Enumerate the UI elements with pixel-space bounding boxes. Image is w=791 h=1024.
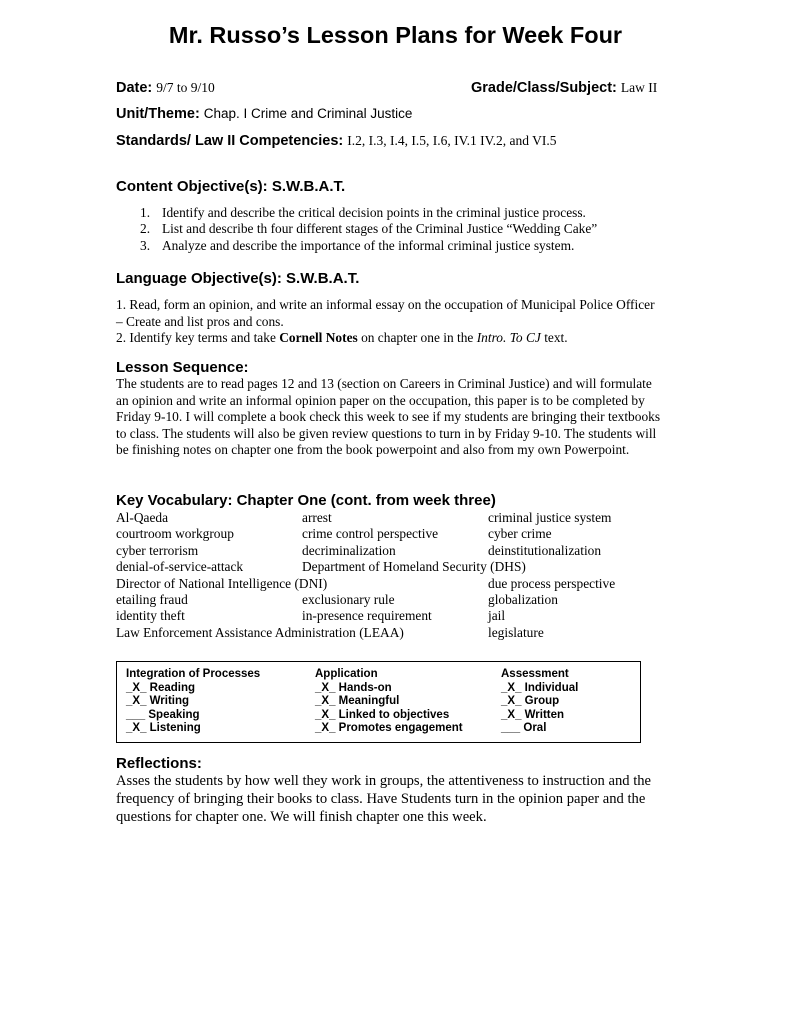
vocab-term: criminal justice system	[488, 510, 612, 525]
reflections-text: Asses the students by how well they work in groups, the attentiveness to instruction and the frequency of bringing their books to class. Have Students turn in the opinion paper and the questions for chapter one. We will finish chapter one this week.	[116, 773, 652, 825]
list-item: _X_ Hands-on	[315, 681, 392, 694]
vocab-term: decriminalization	[302, 542, 396, 558]
vocabulary-heading: Key Vocabulary: Chapter One (cont. from week three)	[116, 492, 496, 509]
language-objective-2: 2. Identify key terms and take Cornell Notes on chapter one in the Intro. To CJ text.	[116, 330, 568, 345]
page-title: Mr. Russo’s Lesson Plans for Week Four	[168, 22, 623, 48]
list-item: _X_ Writing	[126, 695, 190, 708]
list-item: _X_ Individual	[501, 681, 579, 694]
vocab-term: Law Enforcement Assistance Administration (LEAA)	[116, 624, 404, 640]
vocab-term: in-presence requirement	[302, 608, 432, 624]
date-value: 9/7 to 9/10	[156, 80, 215, 95]
application-column	[315, 668, 463, 736]
vocab-term: due process perspective	[488, 575, 616, 591]
vocab-term: legislature	[488, 624, 544, 640]
integration-column	[126, 668, 260, 736]
list-item: 3. Analyze and describe the importance of the informal criminal justice system.	[140, 237, 575, 253]
vocab-term: Al-Qaeda	[116, 510, 169, 525]
vocabulary-table	[116, 510, 676, 642]
list-item: 2. List and describe th four different stages of the Criminal Justice “Wedding Cake”	[140, 221, 598, 237]
list-item: ___ Speaking	[126, 708, 200, 721]
lesson-sequence-heading: Lesson Sequence:	[116, 359, 249, 376]
vocab-term: Director of National Intelligence (DNI)	[116, 575, 328, 591]
vocab-term: courtroom workgroup	[116, 526, 234, 542]
reflections-heading: Reflections:	[116, 755, 202, 772]
list-item: ___ Oral	[501, 722, 547, 735]
content-objectives-list	[140, 205, 597, 254]
assessment-heading: Assessment	[501, 668, 569, 680]
processes-box	[116, 661, 641, 743]
vocab-term: cyber terrorism	[116, 542, 199, 558]
vocab-term: denial-of-service-attack	[116, 559, 244, 575]
assessment-column	[501, 668, 578, 736]
list-item: 1. Identify and describe the critical decision points in the criminal justice process.	[140, 205, 586, 220]
lesson-sequence-text: The students are to read pages 12 and 13 (section on Careers in Criminal Justice) and will formulate an opinion and write an informal opinion paper on the occupation, this paper is to be completed by Friday 9-10. I will complete a book check this week to see if my students are bringing their textbooks to class. The students will also be given review questions to turn in by Friday 9-10. The students will be finishing notes on chapter one from the book powerpoint and also from my own Powerpoint.	[116, 376, 661, 457]
unit-label: Unit/Theme:	[116, 106, 200, 122]
list-item: _X_ Reading	[126, 681, 196, 694]
grade-label: Grade/Class/Subject:	[471, 80, 617, 96]
language-objectives-heading: Language Objective(s): S.W.B.A.T.	[116, 270, 360, 287]
list-item: _X_ Listening	[126, 722, 201, 735]
unit-field	[116, 105, 412, 123]
unit-value: Chap. I Crime and Criminal Justice	[203, 106, 413, 121]
integration-heading: Integration of Processes	[126, 668, 261, 680]
list-item: _X_ Promotes engagement	[315, 722, 463, 735]
standards-field	[116, 132, 556, 150]
vocab-term: Department of Homeland Security (DHS)	[302, 559, 526, 575]
vocab-term: globalization	[488, 592, 558, 607]
list-item: _X_ Linked to objectives	[315, 708, 450, 721]
date-field	[116, 79, 215, 97]
vocab-term: deinstitutionalization	[488, 542, 602, 558]
vocab-term: etailing fraud	[116, 592, 188, 607]
date-label: Date:	[116, 80, 153, 96]
application-heading: Application	[315, 668, 378, 680]
vocab-term: identity theft	[116, 608, 185, 624]
vocab-term: crime control perspective	[302, 526, 439, 542]
grade-field	[471, 79, 657, 97]
vocab-term: arrest	[302, 510, 332, 525]
standards-label: Standards/ Law II Competencies:	[116, 133, 344, 149]
list-item: _X_ Written	[501, 708, 565, 721]
vocab-term: jail	[488, 608, 506, 624]
list-item: _X_ Group	[501, 695, 560, 708]
grade-value: Law II	[620, 80, 658, 95]
vocab-term: exclusionary rule	[302, 592, 395, 607]
content-objectives-heading: Content Objective(s): S.W.B.A.T.	[116, 178, 346, 195]
language-objective-1: 1. Read, form an opinion, and write an informal essay on the occupation of Municipal Police Officer – Create and list pros and cons.	[116, 297, 655, 329]
list-item: _X_ Meaningful	[315, 695, 400, 708]
vocab-term: cyber crime	[488, 526, 552, 542]
standards-value: I.2, I.3, I.4, I.5, I.6, IV.1 IV.2, and VI.5	[347, 133, 557, 148]
